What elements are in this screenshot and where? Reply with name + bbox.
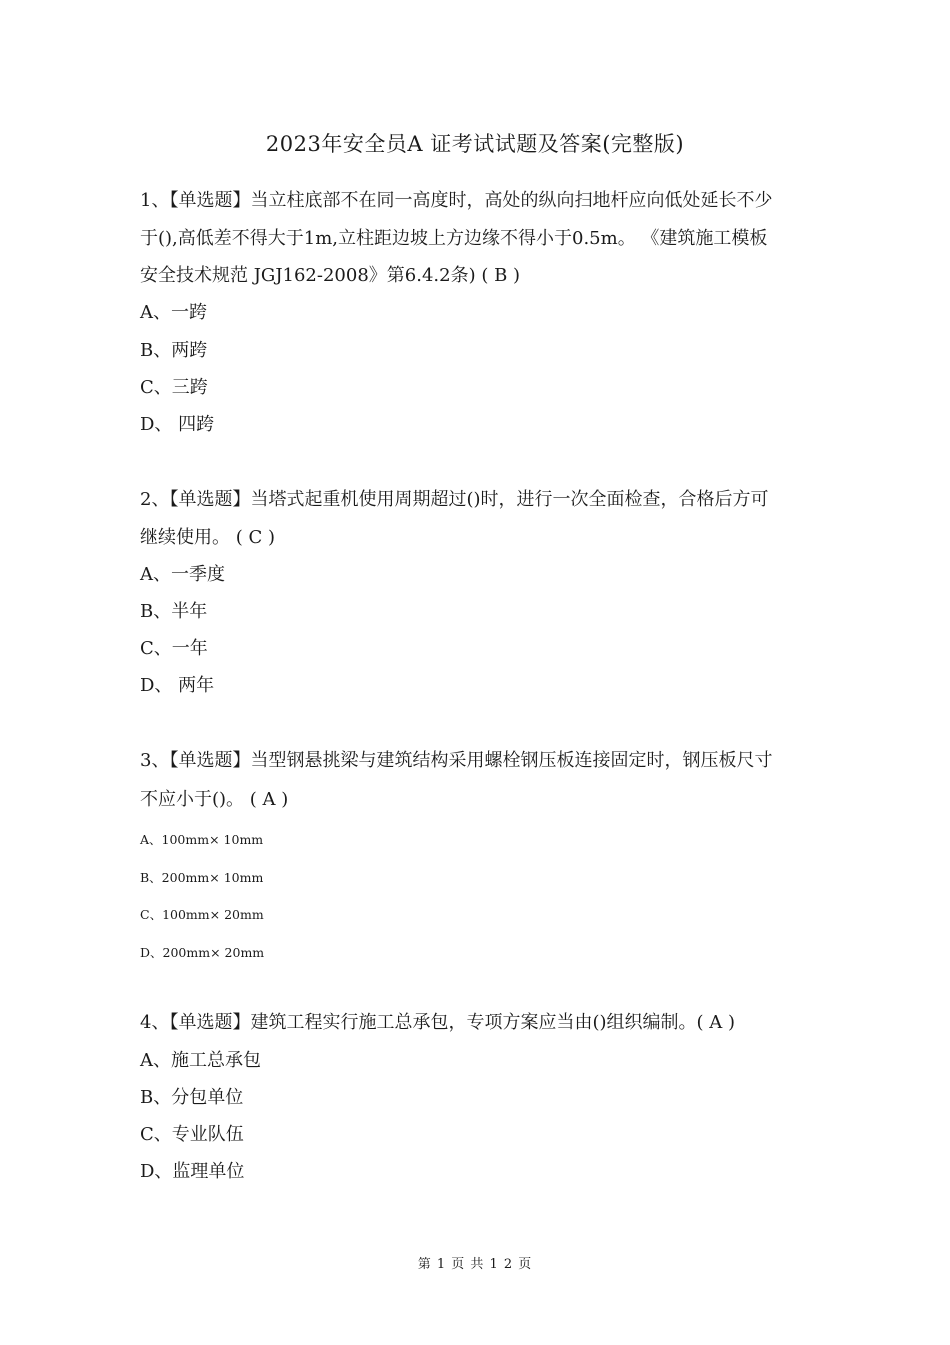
question-1-option-a: A、一跨 xyxy=(140,302,207,323)
question-4-text-line-1: 4、【单选题】建筑工程实行施工总承包，专项方案应当由()组织编制。( A ) xyxy=(140,1012,735,1033)
question-4-option-b: B、分包单位 xyxy=(140,1087,244,1108)
question-3-option-c: C、100mm× 20mm xyxy=(140,907,264,922)
page-title: 2023年安全员A 证考试试题及答案(完整版) xyxy=(265,132,685,156)
question-4-option-a: A、施工总承包 xyxy=(140,1050,261,1071)
question-3-option-b: B、200mm× 10mm xyxy=(140,870,264,885)
question-1-text-line-2: 于(),高低差不得大于1m,立柱距边坡上方边缘不得小于0.5m。 《建筑施工模板 xyxy=(140,228,768,249)
question-1-text-line-1: 1、【单选题】当立柱底部不在同一高度时，高处的纵向扫地杆应向低处延长不少 xyxy=(140,190,773,211)
question-2-option-c: C、一年 xyxy=(140,638,208,659)
question-2-option-d: D、 两年 xyxy=(140,675,215,696)
question-3-text-line-1: 3、【单选题】当型钢悬挑梁与建筑结构采用螺栓钢压板连接固定时，钢压板尺寸 xyxy=(140,750,773,771)
question-2-option-b: B、半年 xyxy=(140,601,208,622)
question-3-option-d: D、200mm× 20mm xyxy=(140,945,265,960)
question-3-option-a: A、100mm× 10mm xyxy=(140,832,264,847)
question-4-option-c: C、专业队伍 xyxy=(140,1124,244,1145)
question-4-option-d: D、监理单位 xyxy=(140,1161,245,1182)
question-1-text-line-3: 安全技术规范 JGJ162-2008》第6.4.2条) ( B ) xyxy=(140,265,521,286)
question-1-option-c: C、三跨 xyxy=(140,377,208,398)
question-3-text-line-2: 不应小于()。 ( A ) xyxy=(140,789,289,810)
question-1-option-b: B、两跨 xyxy=(140,340,208,361)
question-1-option-d: D、 四跨 xyxy=(140,414,215,435)
page-footer: 第 1 页 共 1 2 页 xyxy=(417,1257,533,1272)
question-2-text-line-2: 继续使用。 ( C ) xyxy=(140,527,275,548)
question-2-text-line-1: 2、【单选题】当塔式起重机使用周期超过()时，进行一次全面检查，合格后方可 xyxy=(140,489,769,510)
question-2-option-a: A、一季度 xyxy=(140,564,225,585)
